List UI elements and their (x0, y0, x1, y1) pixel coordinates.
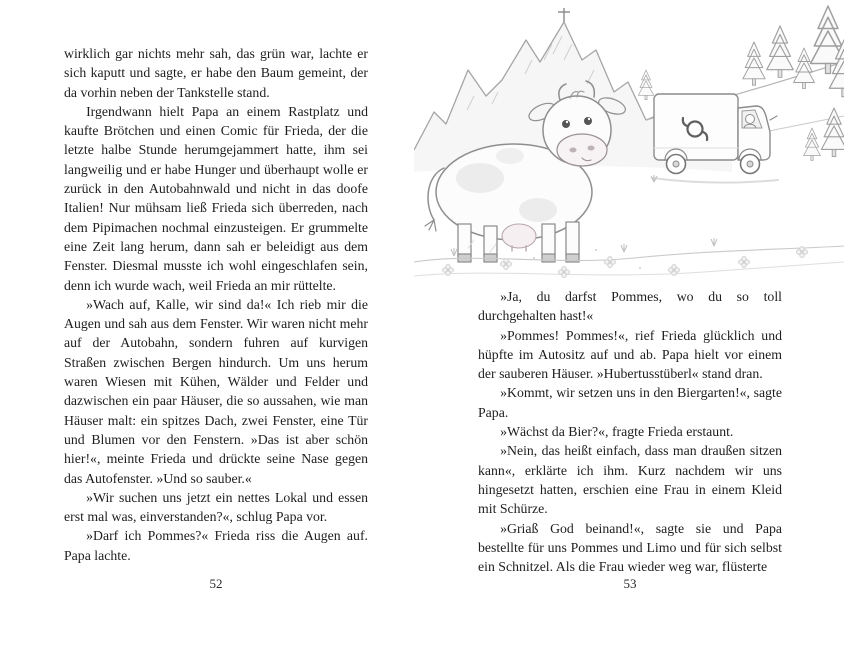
paragraph: »Darf ich Pommes?« Frieda riss die Augen auf. Papa lachte. (64, 528, 368, 563)
left-page-text (64, 44, 368, 565)
tail-tuft (425, 220, 436, 231)
paragraph: »Wächst da Bier?«, fragte Frieda erstaunt. (500, 424, 734, 440)
right-page-text (478, 287, 782, 576)
paragraph: »Pommes! Pommes!«, rief Frieda glücklich und hüpfte im Autositz auf und ab. Papa hielt vor einem der sauberen Häuser. »Hubertusstüberl« stand dran. (478, 327, 782, 382)
paragraph: Irgendwann hielt Papa an einem Rastplatz und kaufte Brötchen und einen Comic für Frieda, der die letzte halbe Stunde herumgejammert hatte, ihm sei langweilig und er habe Hunger und überhaupt wolle er zurück in den Autobahnwald und nicht in das doofe Italien! Nur mühsam ließ Frieda sich überreden, nach dem Pipimachen nochmal einzusteigen. Er grummelte eine Zeit lang herum, dann sah er beleidigt aus dem Fenster. Diesmal musste ich wohl eingeschlafen sein, denn ich wurde wach, weil Frieda an mir rüttelte. (64, 103, 368, 293)
paragraph: »Nein, das heißt einfach, dass man draußen sitzen kann«, erklärte ich ihm. Kurz nachdem wir uns hingesetzt hatten, erschien eine Frau in einem Kleid mit Schürze. (478, 443, 782, 517)
page-number-right: 53 (623, 576, 637, 591)
summit-cross-icon (558, 8, 570, 22)
page-number-left: 52 (209, 576, 223, 591)
paragraph: »Wir suchen uns jetzt ein nettes Lokal und essen erst mal was, einverstanden?«, schlug Papa vor. (64, 489, 368, 525)
paragraph: »Ja, du darfst Pommes, wo du so toll durchgehalten hast!« (478, 289, 782, 324)
paragraph: »Kommt, wir setzen uns in den Biergarten!«, sagte Papa. (478, 385, 782, 420)
paragraph: »Griaß God beinand!«, sagte sie und Papa bestellte für uns Pommes und Limo und für sich selbst ein Schnitzel. Als die Frau wieder weg war, flüsterte (478, 520, 782, 575)
cow-meadow-illustration (414, 0, 844, 280)
paragraph: »Wach auf, Kalle, wir sind da!« Ich rieb mir die Augen und sah aus dem Fenster. Wir waren nicht mehr auf der Autobahn, sondern fuhren auf kurvigen Straßen zwischen Bergen hindurch. Um uns herum waren Wiesen mit Kühen, Wälder und Felder und dazwischen ein paar Häuser, die so aussahen, wie man Häuser malt: ein spitzes Dach, zwei Fenster, eine Tür und Blumen vor den Fenstern. »Das ist aber schön hier!«, meinte Frieda und drückte seine Nase gegen das Autofenster. »Und so sauber.« (64, 296, 368, 486)
udder (502, 224, 536, 248)
paragraph: wirklich gar nichts mehr sah, das grün war, lachte er sich kaputt und sagte, er habe den Baum gemeint, der da vorhin neben der Tankstelle stand. (64, 46, 368, 100)
